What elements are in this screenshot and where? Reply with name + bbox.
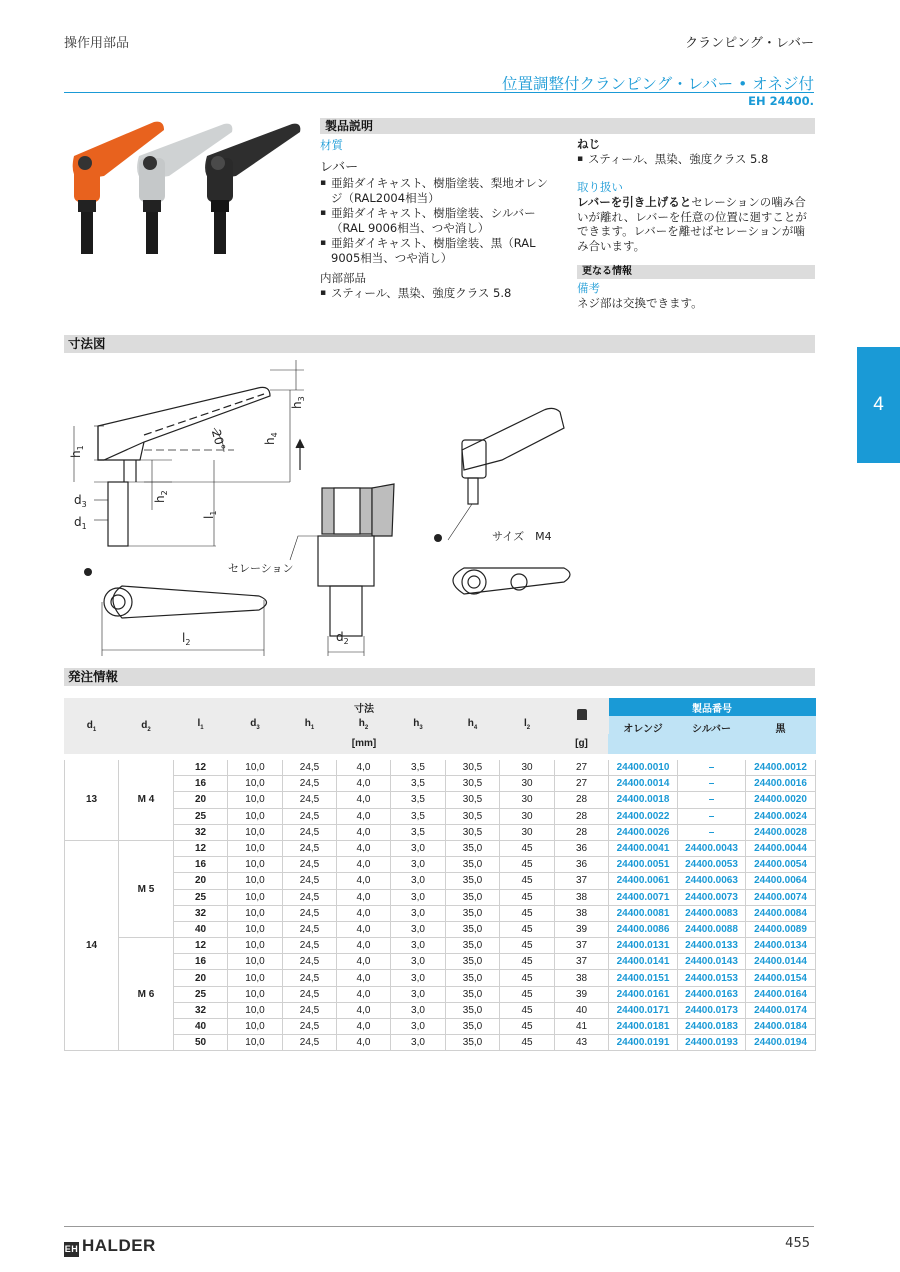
table-cell: 4,0: [337, 824, 391, 840]
table-cell: 10,0: [228, 970, 283, 986]
cell-l1: 20: [174, 970, 228, 986]
logo-mark: EH: [64, 1242, 79, 1257]
table-row: [65, 840, 816, 856]
table-cell: 45: [500, 889, 555, 905]
table-cell: 35,0: [446, 954, 500, 970]
part-number-cell[interactable]: 24400.0028: [746, 824, 816, 840]
table-cell: 45: [500, 1035, 555, 1051]
table-cell: 3,0: [391, 905, 446, 921]
internal-parts-item: ▪ スティール、黒染、強度クラス 5.8: [320, 286, 552, 301]
table-cell: 45: [500, 938, 555, 954]
table-cell: 3,0: [391, 970, 446, 986]
table-cell: 24,5: [283, 808, 337, 824]
table-cell: 3,5: [391, 760, 446, 776]
part-number-cell[interactable]: 24400.0141: [609, 954, 678, 970]
table-cell: 30,5: [446, 776, 500, 792]
lever-material-item: ▪ 亜鉛ダイキャスト、樹脂塗装、黒（RAL 9005相当、つや消し）: [320, 236, 552, 266]
table-cell: 4,0: [337, 760, 391, 776]
footer-divider: [64, 1226, 814, 1227]
part-number-cell[interactable]: 24400.0051: [609, 857, 678, 873]
order-heading: [64, 668, 815, 686]
logo-text: HALDER: [82, 1236, 156, 1255]
table-cell: 45: [500, 873, 555, 889]
lock-symbol-icon: [84, 568, 92, 576]
table-cell: 4,0: [337, 938, 391, 954]
table-cell: 35,0: [446, 1019, 500, 1035]
table-cell: 35,0: [446, 857, 500, 873]
table-cell: 45: [500, 1002, 555, 1018]
table-cell: 3,0: [391, 921, 446, 937]
part-number-cell[interactable]: 24400.0081: [609, 905, 678, 921]
cell-l1: 16: [174, 954, 228, 970]
more-info-heading: [577, 265, 815, 279]
table-row: [65, 970, 816, 986]
cell-l1: 40: [174, 921, 228, 937]
part-number-cell[interactable]: 24400.0181: [609, 1019, 678, 1035]
part-number-cell[interactable]: 24400.0151: [609, 970, 678, 986]
table-cell: 28: [555, 808, 609, 824]
table-cell: 30: [500, 792, 555, 808]
part-number-cell[interactable]: 24400.0018: [609, 792, 678, 808]
table-cell: 35,0: [446, 1035, 500, 1051]
cell-l1: 16: [174, 776, 228, 792]
table-cell: 45: [500, 921, 555, 937]
cell-l1: 32: [174, 824, 228, 840]
part-number-cell[interactable]: 24400.0073: [678, 889, 746, 905]
table-cell: 45: [500, 954, 555, 970]
table-cell: 30,5: [446, 808, 500, 824]
halder-logo: [64, 1236, 156, 1257]
table-row: [65, 921, 816, 937]
part-number-cell[interactable]: 24400.0194: [746, 1035, 816, 1051]
table-cell: 24,5: [283, 840, 337, 856]
dim-d1: $d_1$: [74, 515, 87, 531]
part-number-cell[interactable]: –: [678, 776, 746, 792]
order-table: [64, 698, 816, 1051]
table-cell: 4,0: [337, 857, 391, 873]
part-number-cell[interactable]: 24400.0193: [678, 1035, 746, 1051]
table-cell: 35,0: [446, 986, 500, 1002]
table-cell: 24,5: [283, 1035, 337, 1051]
part-number-cell[interactable]: 24400.0022: [609, 808, 678, 824]
table-cell: 30,5: [446, 760, 500, 776]
material-label: 材質: [320, 138, 343, 152]
dim-l2: $l_2$: [182, 631, 191, 647]
table-cell: 10,0: [228, 776, 283, 792]
col-h1: $h_1$: [283, 716, 337, 734]
table-cell: 35,0: [446, 938, 500, 954]
g-unit: [g]: [555, 734, 609, 754]
description-heading: [320, 118, 815, 134]
table-cell: 4,0: [337, 776, 391, 792]
part-number-cell[interactable]: 24400.0086: [609, 921, 678, 937]
col-silver: シルバー: [678, 716, 746, 754]
section-view: [290, 440, 394, 656]
weight-icon: [555, 699, 609, 734]
col-l1: $l_1$: [174, 716, 228, 734]
table-cell: 35,0: [446, 873, 500, 889]
cell-l1: 12: [174, 760, 228, 776]
table-cell: 3,0: [391, 954, 446, 970]
table-cell: 45: [500, 1019, 555, 1035]
part-number-cell[interactable]: –: [678, 808, 746, 824]
part-number-cell[interactable]: 24400.0043: [678, 840, 746, 856]
table-cell: 4,0: [337, 970, 391, 986]
part-number-cell[interactable]: 24400.0133: [678, 938, 746, 954]
dim-h3: $h_3$: [290, 396, 306, 409]
cell-d1: 13: [65, 760, 119, 841]
table-cell: 10,0: [228, 1035, 283, 1051]
part-number-cell[interactable]: 24400.0074: [746, 889, 816, 905]
table-cell: 3,0: [391, 938, 446, 954]
table-cell: 10,0: [228, 792, 283, 808]
part-number-cell[interactable]: 24400.0089: [746, 921, 816, 937]
table-row: [65, 905, 816, 921]
cell-l1: 12: [174, 938, 228, 954]
part-number-cell[interactable]: 24400.0041: [609, 840, 678, 856]
table-cell: 3,5: [391, 792, 446, 808]
table-cell: 24,5: [283, 760, 337, 776]
part-number-cell[interactable]: 24400.0088: [678, 921, 746, 937]
table-cell: 4,0: [337, 1002, 391, 1018]
table-row: [65, 1019, 816, 1035]
col-h3: $h_3$: [391, 716, 446, 734]
part-number-cell[interactable]: 24400.0064: [746, 873, 816, 889]
cell-d1: 14: [65, 840, 119, 1050]
table-cell: 4,0: [337, 873, 391, 889]
part-number-cell[interactable]: 24400.0071: [609, 889, 678, 905]
table-cell: 24,5: [283, 921, 337, 937]
table-cell: 24,5: [283, 1019, 337, 1035]
table-row: [65, 889, 816, 905]
table-row: [65, 873, 816, 889]
col-h2: $h_2$: [337, 716, 391, 734]
table-cell: 27: [555, 760, 609, 776]
table-cell: 24,5: [283, 905, 337, 921]
table-cell: 4,0: [337, 954, 391, 970]
table-cell: 30,5: [446, 792, 500, 808]
table-row: [65, 986, 816, 1002]
table-cell: 10,0: [228, 824, 283, 840]
table-cell: 38: [555, 889, 609, 905]
table-cell: 3,5: [391, 824, 446, 840]
table-cell: 4,0: [337, 889, 391, 905]
internal-parts-label: 内部部品: [320, 271, 366, 285]
table-cell: 30,5: [446, 824, 500, 840]
part-number-cell[interactable]: 24400.0024: [746, 808, 816, 824]
cell-l1: 25: [174, 889, 228, 905]
col-h4: $h_4$: [446, 716, 500, 734]
product-code: EH 24400.: [748, 94, 814, 108]
part-number-header: 製品番号: [609, 699, 816, 716]
table-cell: 10,0: [228, 760, 283, 776]
part-number-cell[interactable]: –: [678, 792, 746, 808]
serration-label: セレーション: [228, 562, 294, 575]
table-cell: 35,0: [446, 1002, 500, 1018]
table-cell: 3,0: [391, 889, 446, 905]
table-cell: 45: [500, 857, 555, 873]
table-row: [65, 954, 816, 970]
handling-text: [577, 195, 815, 253]
dim-d2: $d_2$: [336, 630, 349, 646]
table-cell: 38: [555, 905, 609, 921]
part-number-cell[interactable]: 24400.0134: [746, 938, 816, 954]
part-number-cell[interactable]: 24400.0053: [678, 857, 746, 873]
table-cell: 10,0: [228, 954, 283, 970]
chapter-tab[interactable]: 4: [857, 347, 900, 463]
internal-parts-list: [320, 286, 552, 301]
part-number-cell[interactable]: 24400.0131: [609, 938, 678, 954]
col-d3: $d_3$: [228, 716, 283, 734]
title-divider: [64, 92, 814, 93]
lock-symbol-icon: [434, 534, 442, 542]
table-cell: 4,0: [337, 840, 391, 856]
table-cell: 24,5: [283, 938, 337, 954]
col-orange: オレンジ: [609, 716, 678, 754]
table-cell: 10,0: [228, 808, 283, 824]
part-number-cell[interactable]: 24400.0173: [678, 1002, 746, 1018]
table-cell: 30: [500, 808, 555, 824]
table-cell: 3,0: [391, 857, 446, 873]
table-cell: 28: [555, 824, 609, 840]
cell-d2: M 4: [119, 760, 174, 841]
handling-text-body: セレーションの噛み合いが離れ、レバーを任意の位置に廻すことができます。レバーを離せばセレーションが噛み合います。: [577, 195, 807, 253]
table-cell: 35,0: [446, 921, 500, 937]
table-cell: 24,5: [283, 986, 337, 1002]
order-heading-text: 発注情報: [68, 669, 119, 684]
col-black: 黒: [746, 716, 816, 754]
header-product-line: クランピング・レバー: [685, 36, 814, 51]
table-row: [65, 857, 816, 873]
table-cell: 10,0: [228, 938, 283, 954]
cell-l1: 25: [174, 808, 228, 824]
dims-header: 寸法: [174, 699, 555, 716]
table-cell: 10,0: [228, 889, 283, 905]
table-cell: 30: [500, 760, 555, 776]
table-row: [65, 776, 816, 792]
part-number-cell[interactable]: 24400.0161: [609, 986, 678, 1002]
table-row: [65, 760, 816, 776]
table-cell: 38: [555, 970, 609, 986]
part-number-cell[interactable]: 24400.0191: [609, 1035, 678, 1051]
part-number-cell[interactable]: 24400.0183: [678, 1019, 746, 1035]
table-cell: 24,5: [283, 857, 337, 873]
table-cell: 39: [555, 921, 609, 937]
cell-l1: 50: [174, 1035, 228, 1051]
cell-l1: 25: [174, 986, 228, 1002]
table-cell: 36: [555, 840, 609, 856]
table-cell: 10,0: [228, 857, 283, 873]
dimension-drawing: [64, 360, 604, 660]
table-row: [65, 938, 816, 954]
table-cell: 3,5: [391, 776, 446, 792]
table-cell: 24,5: [283, 954, 337, 970]
part-number-cell[interactable]: 24400.0054: [746, 857, 816, 873]
part-number-cell[interactable]: 24400.0020: [746, 792, 816, 808]
table-cell: 39: [555, 986, 609, 1002]
table-cell: 35,0: [446, 840, 500, 856]
lever-label: レバー: [320, 160, 359, 175]
table-cell: 4,0: [337, 1019, 391, 1035]
table-cell: 37: [555, 873, 609, 889]
table-cell: 24,5: [283, 1002, 337, 1018]
table-cell: 24,5: [283, 792, 337, 808]
angle-label: 20°: [208, 428, 228, 453]
drawing-heading-text: 寸法図: [68, 336, 106, 351]
handling-label: 取り扱い: [577, 180, 623, 194]
table-cell: 10,0: [228, 905, 283, 921]
side-view: [74, 360, 304, 546]
order-table-body: [65, 760, 816, 1051]
part-number-cell[interactable]: 24400.0163: [678, 986, 746, 1002]
table-cell: 3,5: [391, 808, 446, 824]
part-number-cell[interactable]: 24400.0016: [746, 776, 816, 792]
table-cell: 24,5: [283, 873, 337, 889]
table-cell: 3,0: [391, 873, 446, 889]
table-cell: 24,5: [283, 776, 337, 792]
drawing-heading: [64, 335, 815, 353]
black-lever: [205, 124, 300, 254]
table-cell: 43: [555, 1035, 609, 1051]
dim-h1: $h_1$: [69, 445, 85, 458]
table-cell: 4,0: [337, 905, 391, 921]
table-cell: 37: [555, 938, 609, 954]
mm-unit: [mm]: [174, 734, 555, 754]
table-cell: 4,0: [337, 986, 391, 1002]
table-cell: 4,0: [337, 792, 391, 808]
part-number-cell[interactable]: 24400.0184: [746, 1019, 816, 1035]
part-number-cell[interactable]: 24400.0171: [609, 1002, 678, 1018]
more-info-heading-text: 更なる情報: [582, 266, 632, 277]
lever-material-item: ▪ 亜鉛ダイキャスト、樹脂塗装、シルバー（RAL 9006相当、つや消し）: [320, 206, 552, 236]
table-cell: 10,0: [228, 1019, 283, 1035]
table-cell: 35,0: [446, 889, 500, 905]
table-cell: 4,0: [337, 921, 391, 937]
col-d2: $d_2$: [119, 699, 174, 754]
top-view: [102, 586, 267, 656]
table-cell: 3,0: [391, 1002, 446, 1018]
table-cell: 45: [500, 986, 555, 1002]
table-cell: 10,0: [228, 986, 283, 1002]
table-cell: 30: [500, 824, 555, 840]
part-number-cell[interactable]: –: [678, 760, 746, 776]
cell-d2: M 5: [119, 840, 174, 937]
cell-d2: M 6: [119, 938, 174, 1051]
part-number-cell[interactable]: 24400.0014: [609, 776, 678, 792]
lever-material-item: ▪ 亜鉛ダイキャスト、樹脂塗装、梨地オレンジ（RAL2004相当）: [320, 176, 552, 206]
handling-text-bold: レバーを引き上げると: [577, 195, 692, 209]
table-cell: 30: [500, 776, 555, 792]
part-number-cell[interactable]: 24400.0143: [678, 954, 746, 970]
table-cell: 3,0: [391, 986, 446, 1002]
part-number-cell[interactable]: 24400.0061: [609, 873, 678, 889]
screw-list: [577, 152, 815, 167]
part-number-cell[interactable]: 24400.0083: [678, 905, 746, 921]
table-cell: 4,0: [337, 808, 391, 824]
cell-l1: 16: [174, 857, 228, 873]
table-cell: 35,0: [446, 905, 500, 921]
part-number-cell[interactable]: 24400.0044: [746, 840, 816, 856]
table-cell: 41: [555, 1019, 609, 1035]
lever-material-list: [320, 176, 552, 266]
cell-l1: 40: [174, 1019, 228, 1035]
table-cell: 45: [500, 970, 555, 986]
table-cell: 24,5: [283, 889, 337, 905]
col-l2: $l_2$: [500, 716, 555, 734]
cell-l1: 20: [174, 873, 228, 889]
table-cell: 4,0: [337, 1035, 391, 1051]
dim-h2: $h_2$: [153, 490, 169, 503]
part-number-cell[interactable]: 24400.0012: [746, 760, 816, 776]
m4-variant-view: [448, 408, 570, 594]
dim-d3: $d_3$: [74, 493, 87, 509]
cell-l1: 12: [174, 840, 228, 856]
cell-l1: 32: [174, 905, 228, 921]
part-number-cell[interactable]: 24400.0026: [609, 824, 678, 840]
table-cell: 45: [500, 840, 555, 856]
table-cell: 45: [500, 905, 555, 921]
table-cell: 10,0: [228, 921, 283, 937]
table-row: [65, 792, 816, 808]
table-cell: 3,0: [391, 840, 446, 856]
part-number-cell[interactable]: 24400.0084: [746, 905, 816, 921]
table-row: [65, 1035, 816, 1051]
table-cell: 40: [555, 1002, 609, 1018]
part-number-cell[interactable]: 24400.0164: [746, 986, 816, 1002]
table-cell: 3,0: [391, 1035, 446, 1051]
table-cell: 36: [555, 857, 609, 873]
table-cell: 3,0: [391, 1019, 446, 1035]
part-number-cell[interactable]: 24400.0063: [678, 873, 746, 889]
cell-l1: 32: [174, 1002, 228, 1018]
page-number: 455: [785, 1236, 810, 1251]
screw-item: ▪ スティール、黒染、強度クラス 5.8: [577, 152, 815, 167]
note-label: 備考: [577, 281, 600, 295]
header-category: 操作用部品: [64, 36, 130, 51]
page-title: 位置調整付クランピング・レバー • オネジ付: [502, 75, 814, 93]
table-cell: 24,5: [283, 824, 337, 840]
part-number-cell[interactable]: –: [678, 824, 746, 840]
table-row: [65, 1002, 816, 1018]
description-heading-text: 製品説明: [325, 119, 374, 133]
table-cell: 10,0: [228, 840, 283, 856]
table-row: [65, 808, 816, 824]
screw-label: ねじ: [577, 137, 600, 151]
part-number-cell[interactable]: 24400.0010: [609, 760, 678, 776]
dim-h4: $h_4$: [263, 432, 279, 445]
table-cell: 37: [555, 954, 609, 970]
table-cell: 27: [555, 776, 609, 792]
part-number-cell[interactable]: 24400.0144: [746, 954, 816, 970]
note-text: ネジ部は交換できます。: [577, 296, 703, 310]
cell-l1: 20: [174, 792, 228, 808]
size-label: サイズ M4: [492, 530, 552, 543]
table-cell: 24,5: [283, 970, 337, 986]
table-cell: 35,0: [446, 970, 500, 986]
part-number-cell[interactable]: 24400.0154: [746, 970, 816, 986]
col-d1: $d_1$: [65, 699, 119, 754]
product-photo: [64, 118, 314, 258]
table-row: [65, 824, 816, 840]
table-cell: 28: [555, 792, 609, 808]
part-number-cell[interactable]: 24400.0153: [678, 970, 746, 986]
part-number-cell[interactable]: 24400.0174: [746, 1002, 816, 1018]
table-cell: 10,0: [228, 1002, 283, 1018]
table-cell: 10,0: [228, 873, 283, 889]
dim-l1: $l_1$: [202, 510, 218, 519]
